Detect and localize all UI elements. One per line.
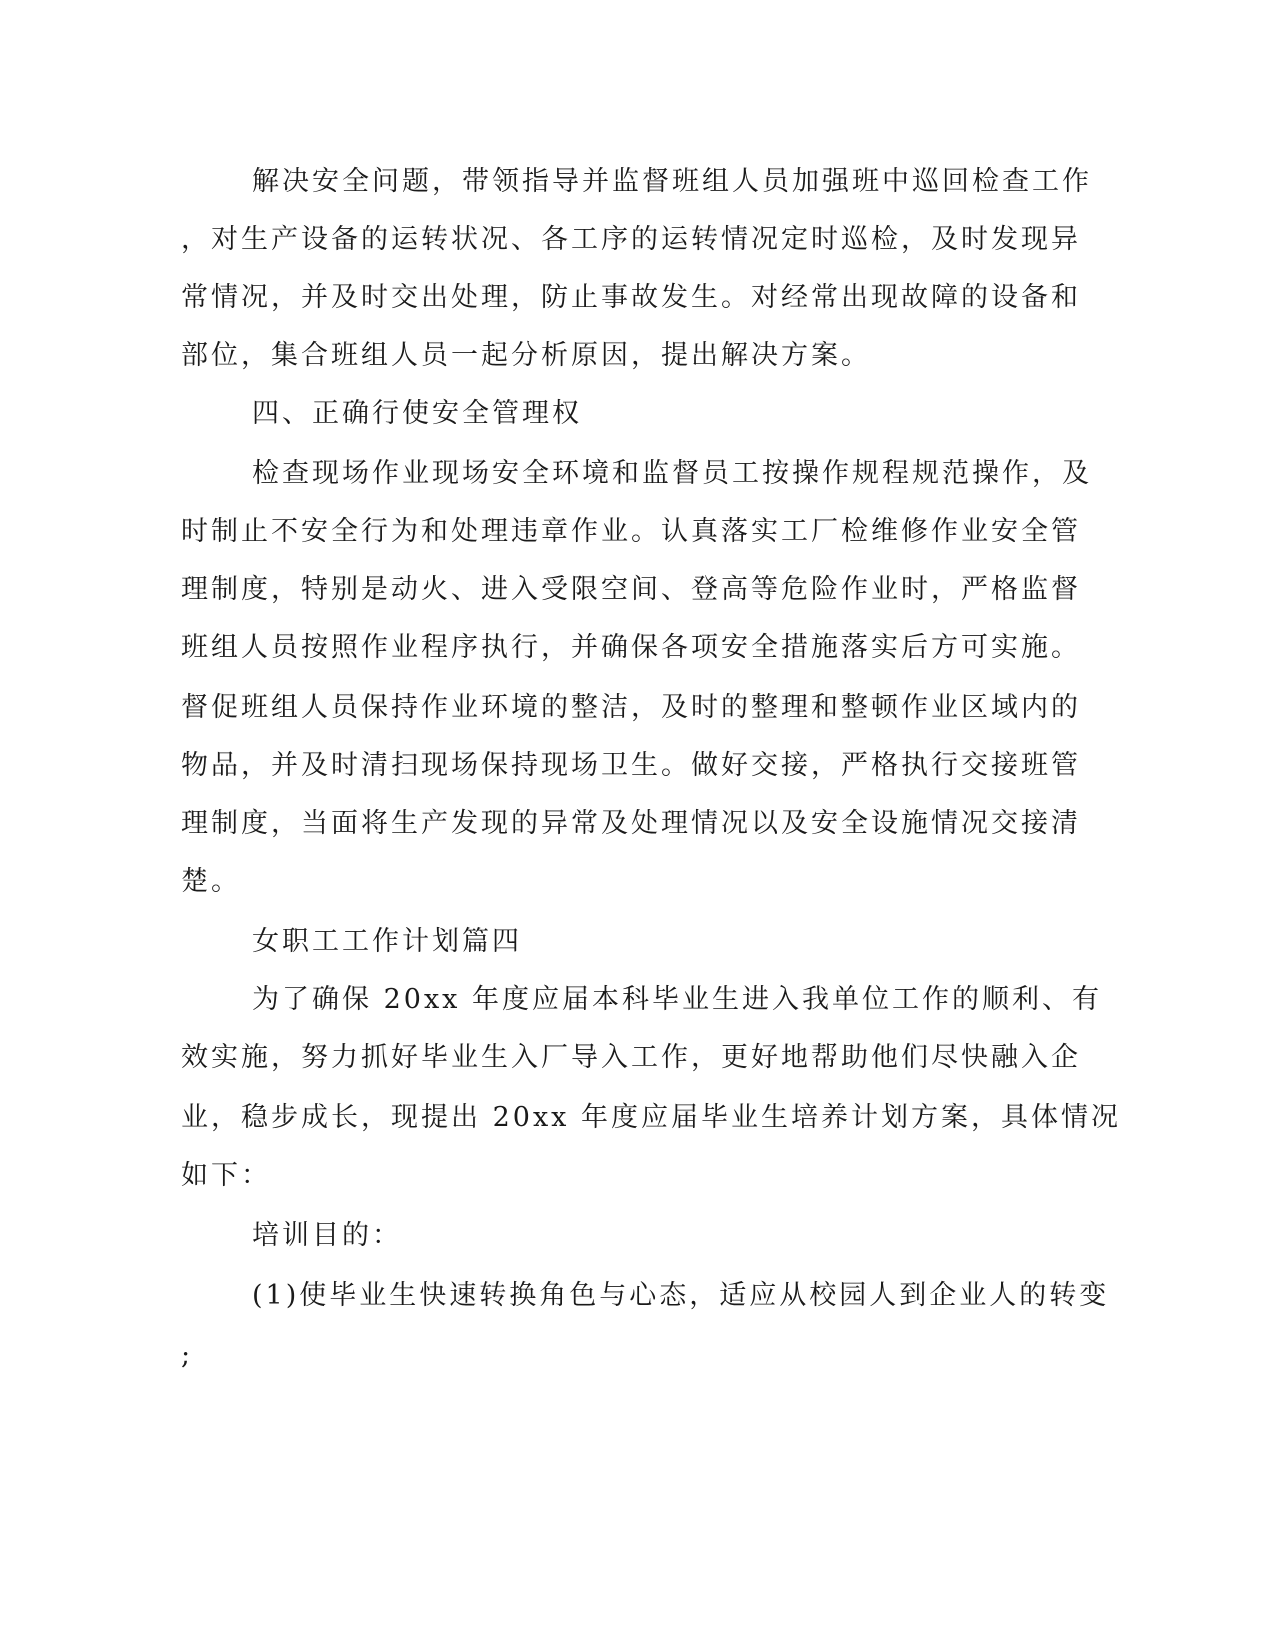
paragraph-line: 时制止不安全行为和处理违章作业。认真落实工厂检维修作业安全管 — [181, 516, 1081, 547]
paragraph-line: 物品，并及时清扫现场保持现场卫生。做好交接，严格执行交接班管 — [181, 750, 1081, 781]
section-heading: 女职工工作计划篇四 — [252, 926, 522, 957]
paragraph-line: 楚。 — [181, 866, 241, 897]
paragraph-line: 班组人员按照作业程序执行，并确保各项安全措施落实后方可实施。 — [181, 632, 1081, 663]
paragraph-line: 部位，集合班组人员一起分析原因，提出解决方案。 — [181, 340, 871, 371]
paragraph-line: 为了确保 20xx 年度应届本科毕业生进入我单位工作的顺利、有 — [252, 984, 1102, 1015]
paragraph-line: 理制度，当面将生产发现的异常及处理情况以及安全设施情况交接清 — [181, 808, 1081, 839]
paragraph-line: 常情况，并及时交出处理，防止事故发生。对经常出现故障的设备和 — [181, 282, 1081, 313]
paragraph-line: ; — [181, 1340, 194, 1371]
paragraph-line: (1)使毕业生快速转换角色与心态，适应从校园人到企业人的转变 — [252, 1280, 1110, 1311]
paragraph-line: 业，稳步成长，现提出 20xx 年度应届毕业生培养计划方案，具体情况 — [181, 1102, 1121, 1133]
paragraph-line: 效实施，努力抓好毕业生入厂导入工作，更好地帮助他们尽快融入企 — [181, 1042, 1081, 1073]
paragraph-line: 如下： — [181, 1160, 271, 1191]
section-heading: 四、正确行使安全管理权 — [252, 398, 582, 429]
paragraph-line: ，对生产设备的运转状况、各工序的运转情况定时巡检，及时发现异 — [181, 224, 1081, 255]
paragraph-line: 督促班组人员保持作业环境的整洁，及时的整理和整顿作业区域内的 — [181, 692, 1081, 723]
paragraph-line: 培训目的： — [252, 1220, 402, 1251]
paragraph-line: 检查现场作业现场安全环境和监督员工按操作规程规范操作，及 — [252, 458, 1092, 489]
paragraph-line: 解决安全问题，带领指导并监督班组人员加强班中巡回检查工作 — [252, 166, 1092, 197]
paragraph-line: 理制度，特别是动火、进入受限空间、登高等危险作业时，严格监督 — [181, 574, 1081, 605]
